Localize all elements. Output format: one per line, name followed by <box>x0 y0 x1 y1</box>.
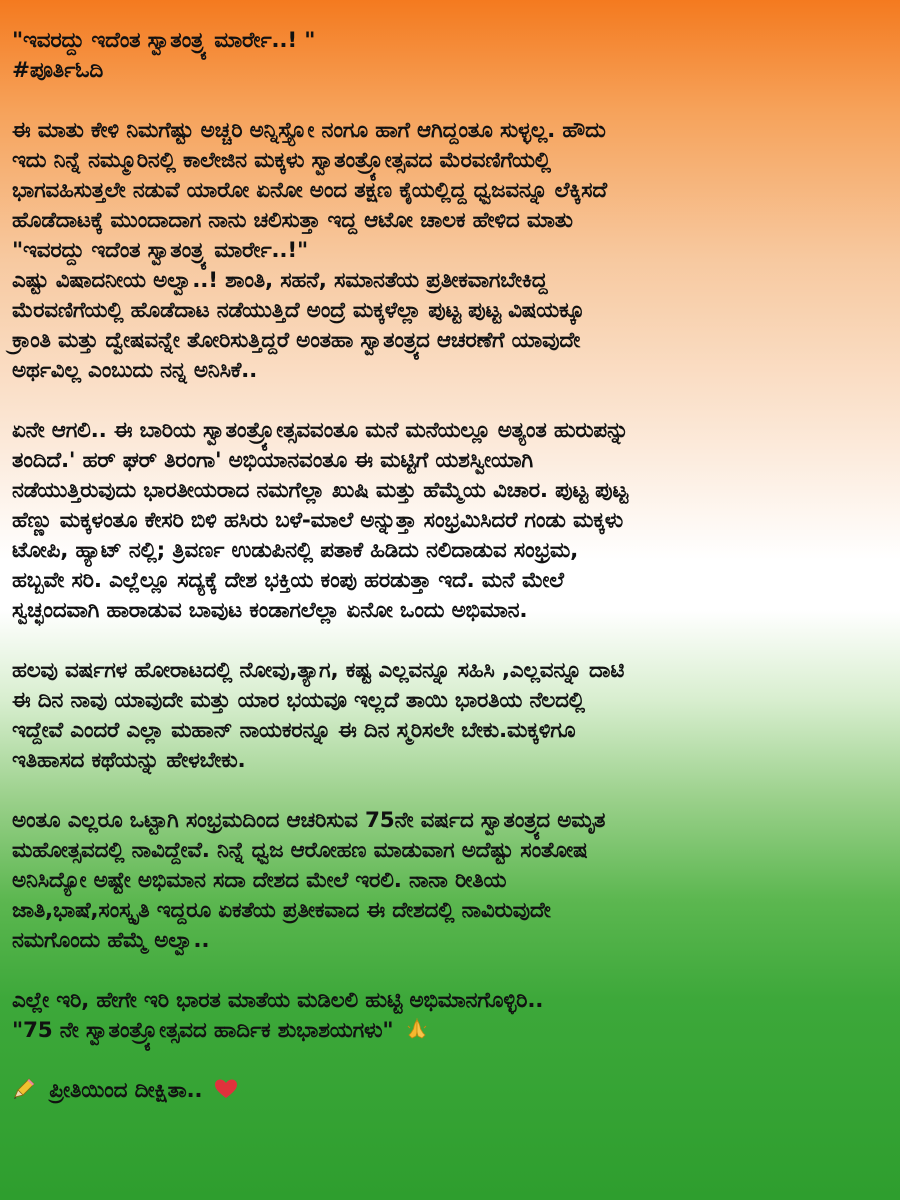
paragraph-gap <box>12 1046 876 1076</box>
paragraph-line: ಹೊಡೆದಾಟಕ್ಕೆ ಮುಂದಾದಾಗ ನಾನು ಚಲಿಸುತ್ತಾ ಇದ್ದ ಆಟೋ ಚಾಲಕ ಹೇಳಿದ ಮಾತು <box>12 208 573 233</box>
paragraph-line: ನಡೆಯುತ್ತಿರುವುದು ಭಾರತೀಯರಾದ ನಮಗೆಲ್ಲಾ ಖುಷಿ ಮತ್ತು ಹೆಮ್ಮೆಯ ವಿಚಾರ. ಪುಟ್ಟ ಪುಟ್ಟ <box>12 478 628 503</box>
title-quote: "ಇವರದ್ದು ಇದೆಂತ ಸ್ವಾತಂತ್ರ್ಯ ಮಾರ್ರೇ..! " <box>12 28 316 53</box>
paragraph-line: ಅಂತೂ ಎಲ್ಲರೂ ಒಟ್ಟಾಗಿ ಸಂಭ್ರಮದಿಂದ ಆಚರಿಸುವ 75ನೇ ವರ್ಷದ ಸ್ವಾತಂತ್ರ್ಯದ ಅಮೃತ <box>12 808 606 833</box>
paragraph-line: ಇತಿಹಾಸದ ಕಥೆಯನ್ನು ಹೇಳಬೇಕು. <box>12 748 246 773</box>
paragraph-line: ಜಾತಿ,ಭಾಷೆ,ಸಂಸ್ಕೃತಿ ಇದ್ದರೂ ಏಕತೆಯ ಪ್ರತೀಕವಾದ ಈ ದೇಶದಲ್ಲಿ ನಾವಿರುವುದೇ <box>12 898 551 923</box>
paragraph-line: ಮಹೋತ್ಸವದಲ್ಲಿ ನಾವಿದ್ದೇವೆ. ನಿನ್ನೆ ಧ್ವಜ ಆರೋಹಣ ಮಾಡುವಾಗ ಅದೆಷ್ಟು ಸಂತೋಷ <box>12 838 588 863</box>
paragraph-line: ಭಾಗವಹಿಸುತ್ತಲೇ ನಡುವೆ ಯಾರೋ ಏನೋ ಅಂದ ತಕ್ಷಣ ಕೈಯಲ್ಲಿದ್ದ ಧ್ವಜವನ್ನೂ ಲೆಕ್ಕಿಸದೆ <box>12 178 607 203</box>
paragraph-line: ಅರ್ಥವಿಲ್ಲ ಎಂಬುದು ನನ್ನ ಅನಿಸಿಕೆ.. <box>12 358 258 383</box>
paragraph-gap <box>12 86 876 116</box>
paragraph-line: ಎಷ್ಟು ವಿಷಾದನೀಯ ಅಲ್ವಾ..! ಶಾಂತಿ, ಸಹನೆ, ಸಮಾನತೆಯ ಪ್ರತೀಕವಾಗಬೇಕಿದ್ದ <box>12 268 548 293</box>
paragraph-line: ಹಬ್ಬವೇ ಸರಿ. ಎಲ್ಲೆಲ್ಲೂ ಸದ್ಯಕ್ಕೆ ದೇಶ ಭಕ್ತಿಯ ಕಂಪು ಹರಡುತ್ತಾ ಇದೆ. ಮನೆ ಮೇಲೆ <box>12 568 564 593</box>
paragraph-line: ಈ ದಿನ ನಾವು ಯಾವುದೇ ಮತ್ತು ಯಾರ ಭಯವೂ ಇಲ್ಲದೆ ತಾಯಿ ಭಾರತಿಯ ನೆಲದಲ್ಲಿ <box>12 688 585 713</box>
paragraph-line: ತಂದಿದೆ.' ಹರ್ ಘರ್ ತಿರಂಗಾ' ಅಭಿಯಾನವಂತೂ ಈ ಮಟ್ಟಿಗೆ ಯಶಸ್ವೀಯಾಗಿ <box>12 448 533 473</box>
paragraph-gap <box>12 386 876 416</box>
paragraph-line: ಇದು ನಿನ್ನೆ ನಮ್ಮೂರಿನಲ್ಲಿ ಕಾಲೇಜಿನ ಮಕ್ಕಳು ಸ್ವಾತಂತ್ರ್ಯೋತ್ಸವದ ಮೆರವಣಿಗೆಯಲ್ಲಿ <box>12 148 551 173</box>
paragraph-line: ಏನೇ ಆಗಲಿ.. ಈ ಬಾರಿಯ ಸ್ವಾತಂತ್ರ್ಯೋತ್ಸವವಂತೂ ಮನೆ ಮನೆಯಲ್ಲೂ ಅತ್ಯಂತ ಹುರುಪನ್ನು <box>12 418 629 443</box>
hashtag: #ಪೂರ್ತಿಓದಿ <box>12 58 104 83</box>
pencil-icon <box>12 1078 36 1100</box>
paragraph-line: ಇದ್ದೇವೆ ಎಂದರೆ ಎಲ್ಲಾ ಮಹಾನ್ ನಾಯಕರನ್ನೂ ಈ ದಿನ ಸ್ಮರಿಸಲೇ ಬೇಕು.ಮಕ್ಕಳಿಗೂ <box>12 718 576 743</box>
paragraph-line: ಹಲವು ವರ್ಷಗಳ ಹೋರಾಟದಲ್ಲಿ ನೋವು,ತ್ಯಾಗ, ಕಷ್ಟ ಎಲ್ಲವನ್ನೂ ಸಹಿಸಿ ,ಎಲ್ಲವನ್ನೂ ದಾಟಿ <box>12 658 625 683</box>
paragraph-4 <box>12 806 876 956</box>
paragraph-line: ಅನಿಸಿದ್ಯೋ ಅಷ್ಟೇ ಅಭಿಮಾನ ಸದಾ ದೇಶದ ಮೇಲೆ ಇರಲಿ. ನಾನಾ ರೀತಿಯ <box>12 868 507 893</box>
paragraph-1 <box>12 116 876 386</box>
paragraph-line: ಹೆಣ್ಣು ಮಕ್ಕಳಂತೂ ಕೇಸರಿ ಬಿಳಿ ಹಸಿರು ಬಳೆ-ಮಾಲೆ ಅನ್ನುತ್ತಾ ಸಂಭ್ರಮಿಸಿದರೆ ಗಂಡು ಮಕ್ಕಳು <box>12 508 624 533</box>
paragraph-5 <box>12 986 876 1046</box>
paragraph-line: ಮೆರವಣಿಗೆಯಲ್ಲಿ ಹೊಡೆದಾಟ ನಡೆಯುತ್ತಿದೆ ಅಂದ್ರೆ ಮಕ್ಕಳೆಲ್ಲಾ ಪುಟ್ಟ ಪುಟ್ಟ ವಿಷಯಕ್ಕೂ <box>12 298 585 323</box>
greeting-text: "75 ನೇ ಸ್ವಾತಂತ್ರ್ಯೋತ್ಸವದ ಹಾರ್ದಿಕ ಶುಭಾಶಯಗಳು" <box>12 1018 394 1043</box>
paragraph-gap <box>12 956 876 986</box>
paragraph-line: "ಇವರದ್ದು ಇದೆಂತ ಸ್ವಾತಂತ್ರ್ಯ ಮಾರ್ರೇ..!" <box>12 238 308 263</box>
paragraph-2 <box>12 416 876 626</box>
paragraph-line: ಈ ಮಾತು ಕೇಳಿ ನಿಮಗೆಷ್ಟು ಅಚ್ಚರಿ ಅನ್ನಿಸ್ತ್ಯೋ ನಂಗೂ ಹಾಗೆ ಆಗಿದ್ದಂತೂ ಸುಳ್ಳಲ್ಲ. ಹೌದು <box>12 118 606 143</box>
paragraph-line: ನಮಗೊಂದು ಹೆಮ್ಮೆ ಅಲ್ವಾ.. <box>12 928 210 953</box>
paragraph-3 <box>12 656 876 776</box>
greeting-line <box>12 1016 876 1046</box>
paragraph-line: ಕ್ರಾಂತಿ ಮತ್ತು ದ್ವೇಷವನ್ನೇ ತೋರಿಸುತ್ತಿದ್ದರೆ ಅಂತಹಾ ಸ್ವಾತಂತ್ರ್ಯದ ಆಚರಣೆಗೆ ಯಾವುದೇ <box>12 328 581 353</box>
paragraph-gap <box>12 626 876 656</box>
signature-text: ಪ್ರೀತಿಯಿಂದ ದೀಕ್ಷಿತಾ.. <box>49 1078 203 1103</box>
paragraph-gap <box>12 776 876 806</box>
signature-line <box>12 1076 876 1106</box>
paragraph-line: ಸ್ವಚ್ಛಂದವಾಗಿ ಹಾರಾಡುವ ಬಾವುಟ ಕಂಡಾಗಲೆಲ್ಲಾ ಏನೋ ಒಂದು ಅಭಿಮಾನ. <box>12 598 528 623</box>
paragraph-line: ಎಲ್ಲೇ ಇರಿ, ಹೇಗೇ ಇರಿ ಭಾರತ ಮಾತೆಯ ಮಡಿಲಲಿ ಹುಟ್ಟಿ ಅಭಿಮಾನಗೊಳ್ಳಿರಿ.. <box>12 988 544 1013</box>
folded-hands-icon <box>405 1018 429 1040</box>
paragraph-line: ಟೋಪಿ, ಹ್ಯಾಟ್ ನಲ್ಲಿ; ತ್ರಿವರ್ಣ ಉಡುಪಿನಲ್ಲಿ ಪತಾಕೆ ಹಿಡಿದು ನಲಿದಾಡುವ ಸಂಭ್ರಮ, <box>12 538 579 563</box>
heart-icon <box>214 1078 238 1100</box>
